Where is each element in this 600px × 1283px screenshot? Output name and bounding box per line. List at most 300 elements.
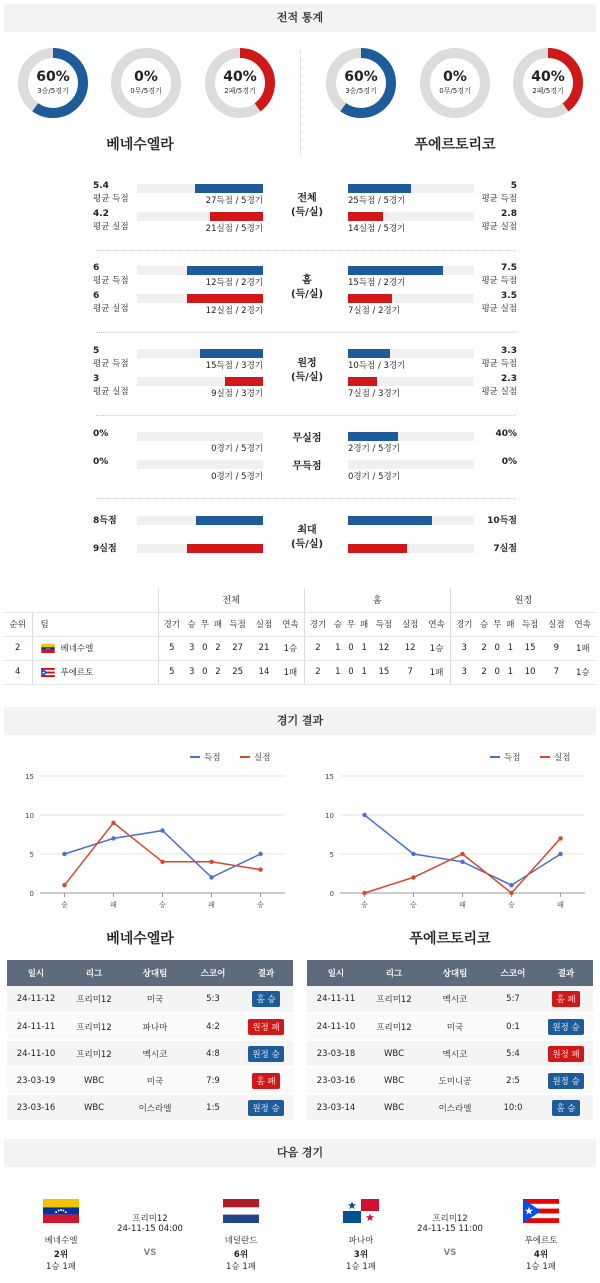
- compare-mid-label: 최대 (득/실): [290, 525, 324, 550]
- team-name-left: 베네수엘라: [106, 137, 174, 153]
- section-header-stats: 전적 통계: [4, 4, 596, 32]
- bar-right: [348, 184, 411, 193]
- results-team-left: 베네수엘라: [106, 931, 174, 947]
- table-row: [7, 1040, 293, 1067]
- x-tick-label: 패: [557, 901, 564, 909]
- stat-label-right: 평균 실점: [481, 387, 517, 397]
- result-badge: 원정 승: [548, 1073, 583, 1089]
- data-point: [160, 860, 164, 864]
- table-row: [7, 986, 293, 1013]
- result-cell: 이스라엘: [123, 1094, 187, 1121]
- y-tick-label: 10: [325, 812, 334, 820]
- col-header: 승: [478, 612, 491, 636]
- stat-value-right: 7.5: [501, 263, 517, 273]
- stat-label-left: 평균 실점: [93, 304, 129, 314]
- next-team-record: 1승 1패: [526, 1262, 556, 1272]
- results-col-header: 리그: [365, 960, 423, 986]
- x-tick-label: 승: [159, 901, 166, 909]
- rank: 4: [4, 660, 32, 684]
- result-cell: 4:2: [187, 1013, 239, 1040]
- col-header: 연속: [570, 612, 596, 636]
- stat-cell: 3: [450, 660, 477, 684]
- result-cell: [539, 1094, 593, 1121]
- y-tick-label: 0: [29, 890, 34, 898]
- data-point: [460, 860, 464, 864]
- series-line: [365, 838, 561, 893]
- data-point: [558, 836, 562, 840]
- col-header: 패: [504, 612, 517, 636]
- stat-cell: 1승: [570, 660, 596, 684]
- team-flag-icon: [43, 1199, 79, 1227]
- result-cell: WBC: [365, 1094, 423, 1121]
- stat-value-right: 40%: [495, 429, 517, 439]
- stat-cell: 1승: [277, 636, 304, 660]
- team-flag-icon: [343, 1199, 379, 1227]
- col-header: 무: [491, 612, 504, 636]
- col-header: 무: [198, 612, 211, 636]
- stat-caption-right: 7실점 / 2경기: [348, 306, 400, 316]
- legend-label: 실점: [554, 753, 571, 763]
- data-point: [460, 852, 464, 856]
- stat-label-right: 평균 득점: [481, 276, 517, 286]
- result-cell: [239, 1040, 293, 1067]
- result-cell: 이스라엘: [423, 1094, 487, 1121]
- stat-caption-left: 21실점 / 5경기: [205, 224, 263, 234]
- bar-right: [348, 266, 443, 275]
- donut-sub: 0무/5경기: [439, 87, 471, 95]
- rank: 2: [4, 636, 32, 660]
- results-col-header: 결과: [239, 960, 293, 986]
- result-cell: 프리미12: [65, 1013, 123, 1040]
- stat-cell: 10: [517, 660, 543, 684]
- data-point: [509, 891, 513, 895]
- result-cell: WBC: [65, 1067, 123, 1094]
- bar-right: [348, 516, 432, 525]
- donut-pct: 60%: [344, 69, 378, 85]
- legend-label: 실점: [254, 753, 271, 763]
- bar-track-right: [348, 460, 474, 469]
- result-badge: 홈 승: [552, 1100, 579, 1116]
- data-point: [209, 860, 213, 864]
- next-team-name: 네덜란드: [224, 1236, 258, 1246]
- stat-cell: 2: [478, 660, 491, 684]
- result-cell: 5:4: [487, 1040, 539, 1067]
- result-cell: [239, 1067, 293, 1094]
- result-badge: 원정 승: [548, 1019, 583, 1035]
- stat-caption-right: 14실점 / 5경기: [348, 224, 406, 234]
- stat-label-right: 평균 득점: [481, 359, 517, 369]
- stat-cell: 25: [225, 660, 251, 684]
- bar-left: [187, 544, 263, 553]
- stat-cell: 1승: [423, 636, 450, 660]
- donut-sub: 2패/5경기: [532, 87, 564, 95]
- table-row: [4, 660, 596, 684]
- bar-right: [348, 294, 392, 303]
- donut-chart: [203, 46, 277, 120]
- legend-label: 득점: [504, 753, 521, 763]
- stat-value-left: 5: [93, 346, 100, 356]
- result-cell: 23-03-16: [7, 1094, 65, 1121]
- stat-value-left: 9실점: [93, 544, 117, 554]
- team-name: 푸에르토: [60, 668, 94, 678]
- data-point: [509, 883, 513, 887]
- stat-cell: 1: [358, 636, 371, 660]
- y-tick-label: 5: [329, 851, 334, 859]
- result-cell: 24-11-10: [307, 1013, 365, 1040]
- results-table-left: [7, 960, 293, 1122]
- team-cell: [32, 636, 158, 660]
- stat-cell: 1패: [570, 636, 596, 660]
- result-cell: 24-11-12: [7, 986, 65, 1013]
- table-row: [307, 1067, 593, 1094]
- table-row: [307, 1040, 593, 1067]
- stat-cell: 12: [371, 636, 397, 660]
- flag-icon: [41, 644, 55, 653]
- result-cell: [539, 1040, 593, 1067]
- vs-label: VS: [443, 1248, 457, 1258]
- result-cell: 1:5: [187, 1094, 239, 1121]
- results-col-header: 상대팀: [423, 960, 487, 986]
- result-cell: 7:9: [187, 1067, 239, 1094]
- y-tick-label: 15: [325, 773, 334, 781]
- next-team-record: 1승 1패: [226, 1262, 256, 1272]
- data-point: [258, 852, 262, 856]
- results-charts: [0, 745, 600, 915]
- result-cell: 프리미12: [365, 1013, 423, 1040]
- stat-value-right: 2.3: [501, 374, 517, 384]
- stat-value-right: 5: [510, 181, 517, 191]
- result-badge: 홈 승: [252, 991, 279, 1007]
- stat-label-left: 평균 득점: [93, 194, 129, 204]
- compare-mid-label: 홈 (득/실): [290, 275, 324, 300]
- stat-caption-right: 10득점 / 3경기: [348, 361, 406, 371]
- table-row: [4, 636, 596, 660]
- bar-left: [187, 266, 263, 275]
- x-tick-label: 승: [508, 901, 515, 909]
- stat-value-left: 8득점: [93, 516, 117, 526]
- result-cell: 프리미12: [65, 1040, 123, 1067]
- table-row: [7, 1013, 293, 1040]
- results-header: [307, 960, 593, 986]
- bar-right: [348, 544, 407, 553]
- result-badge: 원정 승: [248, 1046, 283, 1062]
- x-tick-label: 승: [361, 901, 368, 909]
- result-cell: [539, 986, 593, 1013]
- stat-cell: 2: [304, 636, 331, 660]
- results-col-header: 결과: [539, 960, 593, 986]
- results-team-right: 푸에르토리코: [409, 931, 491, 947]
- bar-left: [195, 184, 263, 193]
- stat-caption-right: 0경기 / 5경기: [348, 472, 400, 482]
- results-col-header: 스코어: [487, 960, 539, 986]
- stat-cell: 0: [344, 636, 357, 660]
- divider: [96, 415, 516, 416]
- legend-label: 득점: [204, 753, 221, 763]
- col-header: 경기: [450, 612, 477, 636]
- col-header: 득점: [517, 612, 543, 636]
- stat-value-left: 0%: [93, 429, 109, 439]
- next-team-rank: 3위: [353, 1250, 369, 1260]
- stat-cell: 2: [478, 636, 491, 660]
- col-header: 경기: [304, 612, 331, 636]
- stat-cell: 15: [517, 636, 543, 660]
- team-cell: [32, 660, 158, 684]
- data-point: [362, 813, 366, 817]
- col-header: 승: [185, 612, 198, 636]
- bar-track-left: [137, 460, 263, 469]
- stat-cell: 9: [543, 636, 569, 660]
- result-cell: 0:1: [487, 1013, 539, 1040]
- team-name-right: 푸에르토리코: [414, 137, 496, 153]
- result-badge: 원정 승: [248, 1100, 283, 1116]
- donut-pct: 0%: [134, 69, 158, 85]
- next-team-name: 베네수엘: [44, 1236, 78, 1246]
- stat-caption-left: 0경기 / 5경기: [211, 472, 263, 482]
- col-header: 득점: [225, 612, 251, 636]
- donut-pct: 40%: [531, 69, 565, 85]
- x-tick-label: 승: [61, 901, 68, 909]
- x-tick-label: 패: [459, 901, 466, 909]
- divider: [300, 50, 301, 155]
- bar-right: [348, 377, 377, 386]
- stat-label-right: 평균 실점: [481, 304, 517, 314]
- stat-value-right: 2.8: [501, 209, 517, 219]
- vs-label: VS: [143, 1248, 157, 1258]
- col-header: 연속: [277, 612, 304, 636]
- stat-cell: 2: [304, 660, 331, 684]
- results-col-header: 일시: [7, 960, 65, 986]
- x-tick-label: 패: [208, 901, 215, 909]
- bar-left: [225, 377, 263, 386]
- donut-sub: 0무/5경기: [130, 87, 162, 95]
- result-badge: 원정 패: [548, 1046, 583, 1062]
- data-point: [111, 836, 115, 840]
- donut-pct: 60%: [36, 69, 70, 85]
- stat-cell: 3: [450, 636, 477, 660]
- y-tick-label: 10: [25, 812, 34, 820]
- stat-cell: 1: [331, 636, 344, 660]
- stat-caption-left: 27득점 / 5경기: [205, 196, 263, 206]
- stat-cell: 2: [211, 660, 224, 684]
- result-cell: 파나마: [123, 1013, 187, 1040]
- result-cell: 2:5: [487, 1067, 539, 1094]
- bar-right: [348, 212, 383, 221]
- team-flag-icon: [523, 1199, 559, 1227]
- donut-sub: 3승/5경기: [345, 87, 377, 95]
- team-flag-icon: [223, 1199, 259, 1227]
- result-badge: 원정 패: [248, 1019, 283, 1035]
- stat-cell: 5: [158, 660, 185, 684]
- stat-label-right: 평균 득점: [481, 194, 517, 204]
- col-rank: 순위: [4, 612, 32, 636]
- col-header: 실점: [251, 612, 277, 636]
- stat-cell: 0: [491, 660, 504, 684]
- stat-caption-left: 12실점 / 2경기: [205, 306, 263, 316]
- table-row: [7, 1094, 293, 1121]
- result-cell: 멕시코: [423, 1040, 487, 1067]
- stat-label-left: 평균 실점: [93, 222, 129, 232]
- col-header: 경기: [158, 612, 185, 636]
- result-cell: 프리미12: [65, 986, 123, 1013]
- results-col-header: 상대팀: [123, 960, 187, 986]
- result-cell: 미국: [123, 986, 187, 1013]
- data-point: [411, 875, 415, 879]
- col-team: 팀: [32, 612, 158, 636]
- table-row: [307, 986, 593, 1013]
- stat-label-left: 평균 실점: [93, 387, 129, 397]
- stat-cell: 1: [504, 660, 517, 684]
- result-cell: [239, 1094, 293, 1121]
- result-cell: 10:0: [487, 1094, 539, 1121]
- stat-cell: 0: [198, 636, 211, 660]
- next-team-name: 파나마: [348, 1236, 374, 1246]
- result-cell: [539, 1013, 593, 1040]
- data-point: [111, 821, 115, 825]
- result-badge: 홈 패: [252, 1073, 279, 1089]
- stat-cell: 1: [358, 660, 371, 684]
- col-header: 실점: [543, 612, 569, 636]
- bar-right: [348, 349, 390, 358]
- table-row: [7, 1067, 293, 1094]
- y-tick-label: 5: [29, 851, 34, 859]
- bar-left: [200, 349, 263, 358]
- x-tick-label: 승: [257, 901, 264, 909]
- result-cell: 멕시코: [423, 986, 487, 1013]
- stat-caption-left: 9실점 / 3경기: [211, 389, 263, 399]
- result-cell: 23-03-18: [307, 1040, 365, 1067]
- stat-cell: 0: [198, 660, 211, 684]
- result-badge: 홈 패: [552, 991, 579, 1007]
- results-col-header: 리그: [65, 960, 123, 986]
- next-team-name: 푸에르토: [524, 1236, 558, 1246]
- table-row: [307, 1013, 593, 1040]
- standings-table: [4, 588, 596, 685]
- stat-caption-right: 7실점 / 3경기: [348, 389, 400, 399]
- result-cell: 미국: [123, 1067, 187, 1094]
- result-cell: 프리미12: [365, 986, 423, 1013]
- stat-value-left: 3: [93, 374, 100, 384]
- divider: [96, 250, 516, 251]
- result-cell: 5:7: [487, 986, 539, 1013]
- next-team-rank: 6위: [233, 1250, 249, 1260]
- stat-cell: 5: [158, 636, 185, 660]
- col-header: 연속: [423, 612, 450, 636]
- compare-mid-label: 원정 (득/실): [290, 358, 324, 383]
- next-team-rank: 4위: [533, 1250, 549, 1260]
- section-header-next: 다음 경기: [4, 1139, 596, 1167]
- result-cell: 23-03-14: [307, 1094, 365, 1121]
- next-league: 프리미12: [432, 1214, 468, 1224]
- result-cell: 미국: [423, 1013, 487, 1040]
- result-cell: 24-11-11: [7, 1013, 65, 1040]
- data-point: [160, 828, 164, 832]
- result-cell: 24-11-11: [307, 986, 365, 1013]
- stat-caption-left: 15득점 / 3경기: [205, 361, 263, 371]
- stat-cell: 21: [251, 636, 277, 660]
- result-cell: WBC: [365, 1040, 423, 1067]
- stat-cell: 15: [371, 660, 397, 684]
- group-header-home: 홈: [304, 588, 450, 612]
- stat-cell: 1: [504, 636, 517, 660]
- bar-right: [348, 432, 398, 441]
- result-cell: [239, 986, 293, 1013]
- compare-mid-label: 전체 (득/실): [290, 193, 324, 218]
- result-cell: 4:8: [187, 1040, 239, 1067]
- compare-mid-label: 무실점: [292, 433, 322, 444]
- donut-chart: [109, 46, 183, 120]
- result-cell: 멕시코: [123, 1040, 187, 1067]
- data-point: [62, 883, 66, 887]
- stat-cell: 3: [185, 660, 198, 684]
- col-header: 패: [211, 612, 224, 636]
- stat-cell: 27: [225, 636, 251, 660]
- stat-caption-right: 25득점 / 5경기: [348, 196, 406, 206]
- stat-value-right: 0%: [501, 457, 517, 467]
- y-tick-label: 0: [329, 890, 334, 898]
- stat-caption-left: 12득점 / 2경기: [205, 278, 263, 288]
- donut-chart: [418, 46, 492, 120]
- compare-mid-label: 무득점: [292, 461, 322, 472]
- result-cell: WBC: [365, 1067, 423, 1094]
- flag-icon: [41, 668, 55, 677]
- next-time: 24-11-15 04:00: [117, 1224, 183, 1234]
- divider: [96, 498, 516, 499]
- result-cell: 23-03-19: [7, 1067, 65, 1094]
- team-name: 베네수엘: [60, 644, 94, 654]
- donut-chart: [511, 46, 585, 120]
- stat-value-left: 4.2: [93, 209, 109, 219]
- stat-value-right: 10득점: [487, 516, 517, 526]
- results-header: [7, 960, 293, 986]
- result-cell: [239, 1013, 293, 1040]
- results-col-header: 일시: [307, 960, 365, 986]
- stat-caption-right: 2경기 / 5경기: [348, 444, 400, 454]
- donut-sub: 3승/5경기: [37, 87, 69, 95]
- col-header: 실점: [397, 612, 423, 636]
- x-tick-label: 승: [410, 901, 417, 909]
- data-point: [258, 867, 262, 871]
- donut-pct: 0%: [443, 69, 467, 85]
- stat-value-right: 3.5: [501, 291, 517, 301]
- line-chart: [25, 752, 285, 909]
- bar-track-left: [137, 432, 263, 441]
- stat-cell: 3: [185, 636, 198, 660]
- bar-left: [187, 294, 263, 303]
- line-chart: [325, 752, 585, 909]
- col-header: 패: [358, 612, 371, 636]
- stat-caption-left: 0경기 / 5경기: [211, 444, 263, 454]
- x-tick-label: 패: [110, 901, 117, 909]
- stat-label-left: 평균 득점: [93, 276, 129, 286]
- stat-cell: 1: [331, 660, 344, 684]
- stat-cell: 14: [251, 660, 277, 684]
- stat-cell: 2: [211, 636, 224, 660]
- stat-value-left: 6: [93, 291, 100, 301]
- stat-cell: 1패: [277, 660, 304, 684]
- group-header-away: 원정: [450, 588, 596, 612]
- stat-value-right: 7실점: [493, 544, 517, 554]
- next-team-record: 1승 1패: [46, 1262, 76, 1272]
- donut-pct: 40%: [223, 69, 257, 85]
- data-point: [558, 852, 562, 856]
- stat-value-left: 5.4: [93, 181, 109, 191]
- col-header: 무: [344, 612, 357, 636]
- divider: [96, 332, 516, 333]
- bar-left: [196, 516, 263, 525]
- data-point: [62, 852, 66, 856]
- result-cell: 5:3: [187, 986, 239, 1013]
- results-table-right: [307, 960, 593, 1122]
